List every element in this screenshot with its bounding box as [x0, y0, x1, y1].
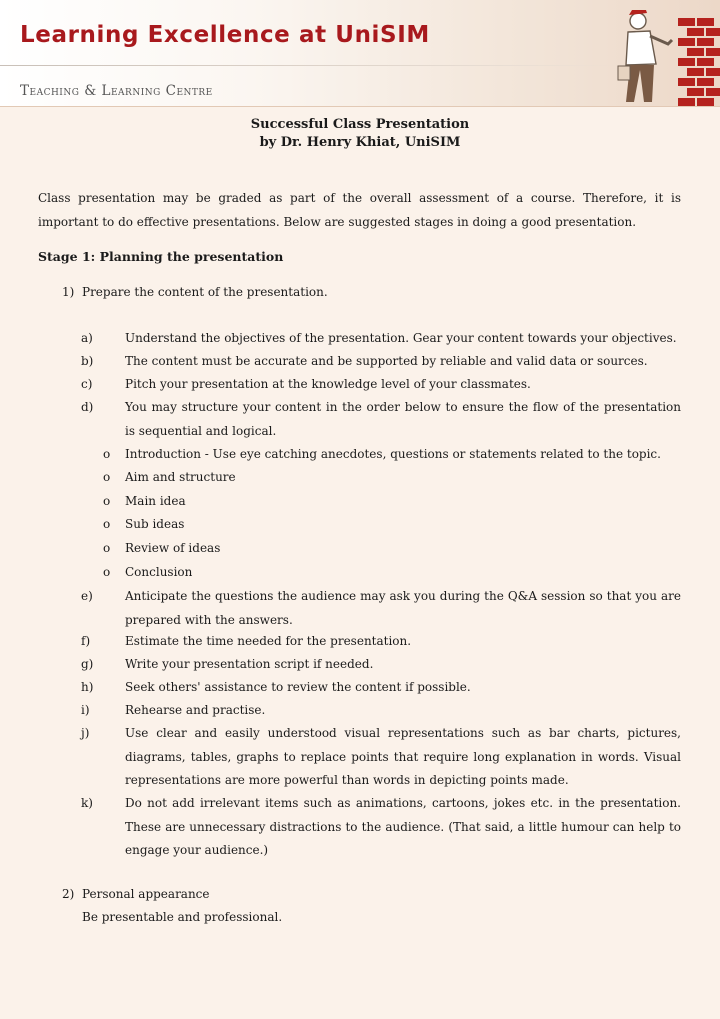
- bullet-item: Conclusion: [125, 565, 193, 579]
- sub-item-text: Estimate the time needed for the presentation.: [125, 634, 412, 648]
- bullet-marker: o: [103, 565, 111, 579]
- bullet-item: Review of ideas: [125, 541, 221, 555]
- sub-marker: j): [81, 726, 90, 740]
- document-byline: by Dr. Henry Khiat, UniSIM: [259, 135, 461, 150]
- sub-marker: c): [81, 377, 93, 391]
- document-title: Successful Class Presentation: [250, 117, 470, 132]
- sub-item-text: You may structure your content in the order below to ensure the flow of the presentation is sequential and logical.: [125, 400, 681, 438]
- sub-item-text: Pitch your presentation at the knowledge level of your classmates.: [125, 377, 531, 391]
- sub-marker: g): [81, 657, 94, 671]
- sub-item-text: The content must be accurate and be supported by reliable and valid data or sources.: [125, 354, 648, 368]
- intro-paragraph: Class presentation may be graded as part of the overall assessment of a course. Therefore, it is important to do effective presentations. Below are suggested stages in doing a good presentation.: [38, 191, 681, 229]
- sub-item-text: Anticipate the questions the audience may ask you during the Q&A session so that you are prepared with the answers.: [125, 589, 681, 627]
- bullet-item: Sub ideas: [125, 517, 185, 531]
- list-item-title: Personal appearance: [82, 887, 210, 901]
- bullet-item: Introduction - Use eye catching anecdotes, questions or statements related to the topic.: [125, 447, 661, 461]
- sub-marker: a): [81, 331, 93, 345]
- bullet-marker: o: [103, 541, 111, 555]
- bricklayer-icon: [610, 4, 720, 106]
- sub-marker: b): [81, 354, 94, 368]
- header-divider: [0, 65, 620, 66]
- sub-marker: e): [81, 589, 93, 603]
- sub-marker: k): [81, 796, 93, 810]
- sub-item-text: Use clear and easily understood visual representations such as bar charts, pictures, diagrams, tables, graphs to replace points that require long explanation in words. Visual representations are more powerful than words in depicting points made.: [125, 726, 681, 787]
- sub-item-text: Write your presentation script if needed.: [125, 657, 374, 671]
- list-item-text: Be presentable and professional.: [82, 910, 283, 924]
- bullet-item: Main idea: [125, 494, 186, 508]
- sub-item-text: Rehearse and practise.: [125, 703, 266, 717]
- bullet-marker: o: [103, 517, 111, 531]
- sub-item-text: Do not add irrelevant items such as animations, cartoons, jokes etc. in the presentation. These are unnecessary distractions to the audience. (That said, a little humour can help to engage your audience.): [125, 796, 681, 857]
- list-number: 2): [62, 887, 75, 901]
- sub-item-text: Understand the objectives of the presentation. Gear your content towards your objectives.: [125, 331, 677, 345]
- bullet-marker: o: [103, 447, 111, 461]
- bullet-item: Aim and structure: [125, 470, 236, 484]
- bullet-marker: o: [103, 470, 111, 484]
- bullet-marker: o: [103, 494, 111, 508]
- sub-marker: h): [81, 680, 94, 694]
- list-item-text: Prepare the content of the presentation.: [82, 285, 328, 299]
- list-number: 1): [62, 285, 75, 299]
- brand-subtitle: Teaching & Learning Centre: [20, 83, 213, 99]
- sub-marker: f): [81, 634, 91, 648]
- sub-marker: i): [81, 703, 90, 717]
- sub-item-text: Seek others' assistance to review the content if possible.: [125, 680, 471, 694]
- brand-title: Learning Excellence at UniSIM: [20, 22, 430, 48]
- stage-heading: Stage 1: Planning the presentation: [38, 249, 284, 264]
- page-header: [0, 0, 720, 107]
- sub-marker: d): [81, 400, 94, 414]
